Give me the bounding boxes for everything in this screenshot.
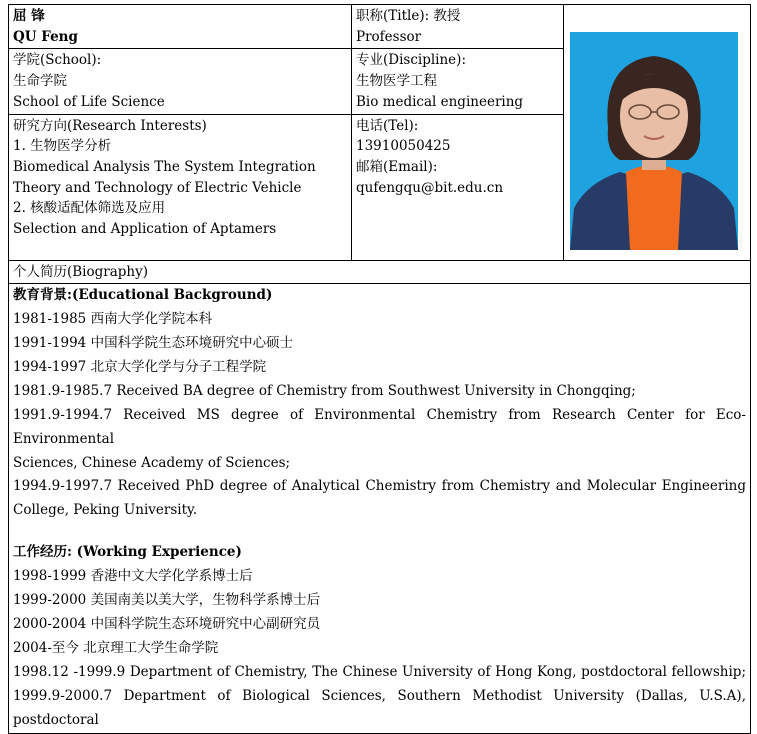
research-line: Biomedical Analysis The System Integration xyxy=(13,158,316,175)
work-heading: 工作经历: (Working Experience) xyxy=(13,544,242,561)
section-spacer xyxy=(13,523,746,541)
title-value: Professor xyxy=(356,28,422,45)
work-en-line: 1998.12 -1999.9 Department of Chemistry, The Chinese University of Hong Kong, postdoctoral fellowship; xyxy=(13,663,746,680)
email-label: 邮箱(Email): xyxy=(356,158,438,175)
email-value: qufengqu@bit.edu.cn xyxy=(356,179,504,196)
name-cell xyxy=(9,5,352,49)
discipline-label: 专业(Discipline): xyxy=(356,52,466,69)
biography-header: 个人简历(Biography) xyxy=(13,263,149,280)
work-en-line: 1999.9-2000.7 Department of Biological Sciences, Southern Methodist University (Dallas, U.S.A), postdoctoral xyxy=(13,687,746,728)
research-cell xyxy=(9,114,352,260)
research-line: Selection and Application of Aptamers xyxy=(13,221,277,238)
education-cn-line: 1994-1997 北京大学化学与分子工程学院 xyxy=(13,358,267,375)
education-en-line: 1981.9-1985.7 Received BA degree of Chemistry from Southwest University in Chongqing; xyxy=(13,382,636,399)
name-en: QU Feng xyxy=(13,28,78,45)
school-en: School of Life Science xyxy=(13,93,165,110)
education-cn-line: 1981-1985 西南大学化学院本科 xyxy=(13,311,213,328)
school-cn: 生命学院 xyxy=(13,73,67,90)
school-cell xyxy=(9,49,352,114)
title-label: 职称(Title): 教授 xyxy=(356,8,461,24)
education-cn-line: 1991-1994 中国科学院生态环境研究中心硕士 xyxy=(13,335,294,352)
education-en-line: 1994.9-1997.7 Received PhD degree of Analytical Chemistry from Chemistry and Molecular Engineering xyxy=(13,478,746,495)
work-cn-line: 1999-2000 美国南美以美大学，生物科学系博士后 xyxy=(13,592,321,609)
tel-label: 电话(Tel): xyxy=(356,117,419,134)
photo-sweater xyxy=(626,165,682,250)
biography-header-cell xyxy=(9,260,751,284)
research-label: 研究方向(Research Interests) xyxy=(13,117,207,134)
profile-table xyxy=(8,4,751,734)
title-cell xyxy=(352,5,564,49)
education-en-line: Sciences, Chinese Academy of Sciences; xyxy=(13,454,291,471)
school-label: 学院(School): xyxy=(13,52,102,69)
research-line: Theory and Technology of Electric Vehicle xyxy=(13,179,302,196)
photo-cell xyxy=(564,5,751,261)
work-cn-line: 2000-2004 中国科学院生态环境研究中心副研究员 xyxy=(13,616,321,632)
research-line: 2. 核酸适配体筛选及应用 xyxy=(13,200,166,217)
profile-document xyxy=(8,4,750,734)
contact-cell xyxy=(352,114,564,260)
tel-value: 13910050425 xyxy=(356,138,451,155)
discipline-cn: 生物医学工程 xyxy=(356,73,437,90)
biography-body-cell xyxy=(9,284,751,733)
work-cn-line: 2004-至今 北京理工大学生命学院 xyxy=(13,639,219,656)
work-cn-line: 1998-1999 香港中文大学化学系博士后 xyxy=(13,568,253,585)
education-heading: 教育背景:(Educational Background) xyxy=(13,287,273,304)
name-cn: 屈 锋 xyxy=(13,8,45,24)
education-en-line: 1991.9-1994.7 Received MS degree of Environmental Chemistry from Research Center for Eco-Environmental xyxy=(13,406,746,447)
education-en-line: College, Peking University. xyxy=(13,502,198,519)
discipline-cell xyxy=(352,49,564,114)
profile-photo xyxy=(570,32,738,250)
discipline-en: Bio medical engineering xyxy=(356,93,524,110)
research-line: 1. 生物医学分析 xyxy=(13,138,112,155)
